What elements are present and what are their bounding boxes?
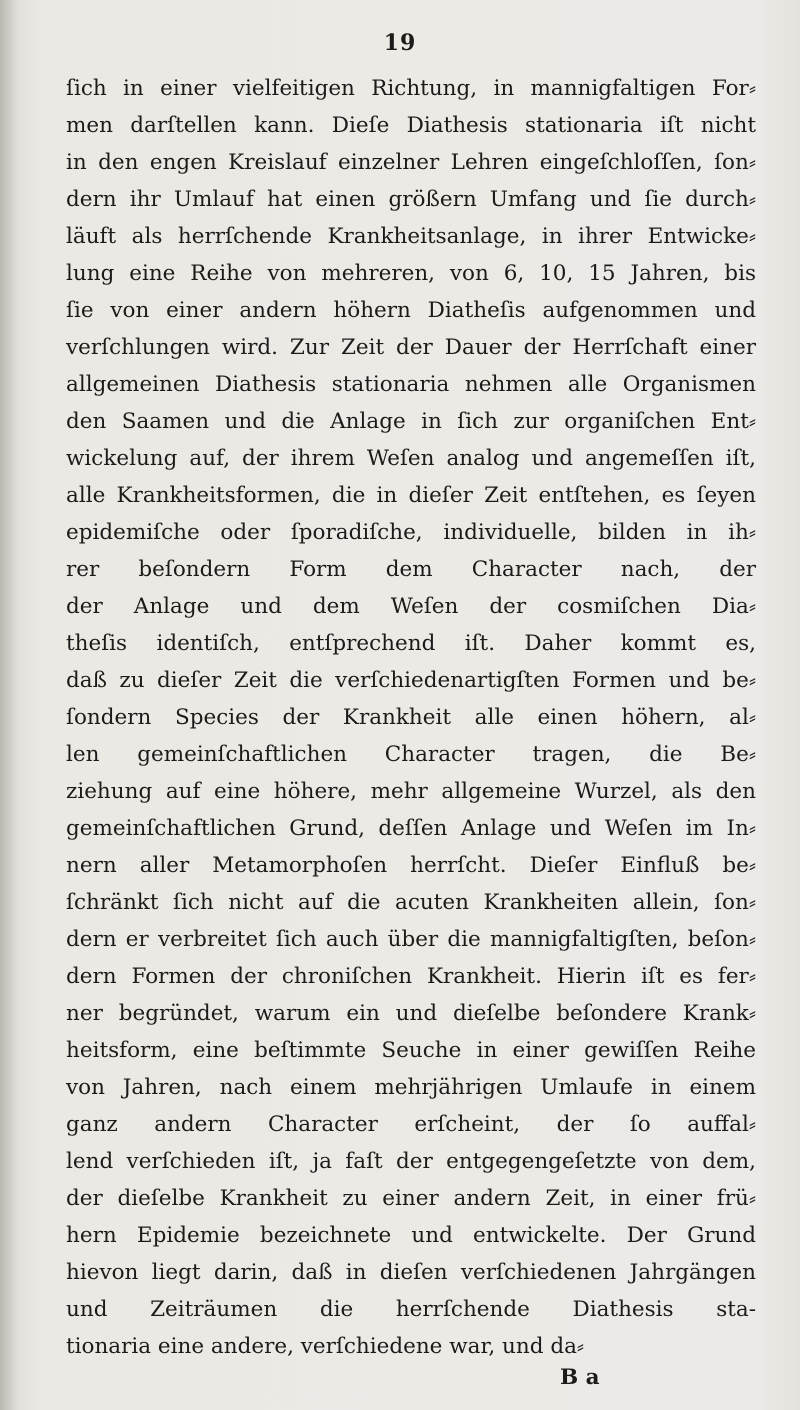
text-line: ſondern Species der Krankheit alle einen höhern, al⸗	[66, 705, 756, 730]
text-line: nern aller Metamorphoſen herrſcht. Dieſer Einfluß be⸗	[66, 853, 756, 878]
text-line: wickelung auf, der ihrem Weſen analog und angemeſſen iſt,	[66, 446, 756, 471]
text-line: lung eine Reihe von mehreren, von 6, 10, 15 Jahren, bis	[66, 261, 756, 286]
text-line: ſie von einer andern höhern Diatheſis aufgenommen und	[66, 298, 756, 323]
text-line: hievon liegt darin, daß in dieſen verſchiedenen Jahrgängen	[66, 1260, 756, 1285]
text-line: len gemeinſchaftlichen Character tragen, die Be⸗	[66, 742, 756, 767]
page-number: 19	[383, 30, 417, 56]
text-line: verſchlungen wird. Zur Zeit der Dauer der Herrſchaft einer	[66, 335, 756, 360]
text-line: dern ihr Umlauf hat einen größern Umfang und ſie durch⸗	[66, 187, 756, 212]
text-line: ganz andern Character erſcheint, der ſo auffal⸗	[66, 1112, 756, 1137]
text-line: dern er verbreitet ſich auch über die mannigfaltigſten, beſon⸗	[66, 927, 756, 952]
text-line: ſchränkt ſich nicht auf die acuten Krankheiten allein, ſon⸗	[66, 890, 756, 915]
text-line: alle Krankheitsformen, die in dieſer Zeit entſtehen, es ſeyen	[66, 483, 756, 508]
text-line: hern Epidemie bezeichnete und entwickelte. Der Grund	[66, 1223, 756, 1248]
text-line: tionaria eine andere, verſchiedene war, und da⸗	[66, 1334, 585, 1359]
text-line: den Saamen und die Anlage in ſich zur organiſchen Ent⸗	[66, 409, 756, 434]
binding-shadow	[0, 0, 18, 1410]
text-line: läuft als herrſchende Krankheitsanlage, in ihrer Entwicke⸗	[66, 224, 756, 249]
text-line: daß zu dieſer Zeit die verſchiedenartigſten Formen und be⸗	[66, 668, 756, 693]
text-line: ſich in einer vielfeitigen Richtung, in mannigfaltigen For⸗	[66, 76, 756, 101]
text-line: heitsform, eine beſtimmte Seuche in einer gewiſſen Reihe	[66, 1038, 756, 1063]
text-line: und Zeiträumen die herrſchende Diathesis sta-	[66, 1297, 756, 1322]
text-line: rer beſondern Form dem Character nach, der	[66, 557, 756, 582]
text-line: der dieſelbe Krankheit zu einer andern Zeit, in einer frü⸗	[66, 1186, 756, 1211]
catchword: B a	[560, 1365, 600, 1390]
text-line: ziehung auf eine höhere, mehr allgemeine Wurzel, als den	[66, 779, 756, 804]
text-line: epidemiſche oder ſporadiſche, individuelle, bilden in ih⸗	[66, 520, 756, 545]
text-line: in den engen Kreislauf einzelner Lehren eingeſchloſſen, ſon⸗	[66, 150, 756, 175]
text-line: allgemeinen Diathesis stationaria nehmen alle Organismen	[66, 372, 756, 397]
text-line: dern Formen der chroniſchen Krankheit. Hierin iſt es fer⸗	[66, 964, 756, 989]
text-line: von Jahren, nach einem mehrjährigen Umlaufe in einem	[66, 1075, 756, 1100]
body-text	[66, 70, 756, 1365]
text-line: der Anlage und dem Weſen der cosmiſchen Dia⸗	[66, 594, 756, 619]
text-line: ner begründet, warum ein und dieſelbe beſondere Krank⸗	[66, 1001, 756, 1026]
text-line: theſis identiſch, entſprechend iſt. Daher kommt es,	[66, 631, 756, 656]
text-line: lend verſchieden iſt, ja faſt der entgegengeſetzte von dem,	[66, 1149, 756, 1174]
text-line: gemeinſchaftlichen Grund, deſſen Anlage und Weſen im In⸗	[66, 816, 756, 841]
text-line: men darſtellen kann. Dieſe Diathesis stationaria iſt nicht	[66, 113, 756, 138]
